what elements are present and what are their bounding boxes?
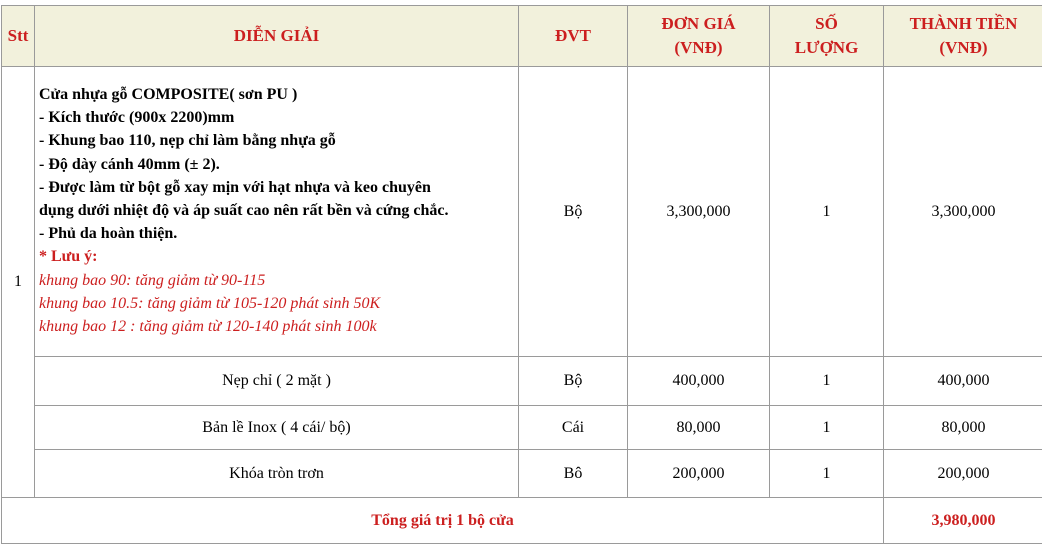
header-unit: ĐVT (519, 6, 628, 67)
desc-line: - Được làm từ bột gỗ xay mịn với hạt nhựa và keo chuyên (39, 178, 431, 196)
table-row (2, 406, 1042, 450)
row-unit: Bô (519, 450, 628, 498)
desc-line: dụng dưới nhiệt độ và áp suất cao nên rất bền và cứng chắc. (39, 202, 449, 220)
main-amount: 3,300,000 (884, 67, 1042, 357)
row-stt: 1 (2, 67, 35, 498)
header-stt: Stt (2, 6, 35, 67)
note-line: khung bao 10.5: tăng giảm từ 105-120 phát sinh 50K (39, 294, 381, 312)
row-description: Khóa tròn trơn (35, 450, 519, 498)
row-description: Nẹp chỉ ( 2 mặt ) (35, 357, 519, 406)
main-unit: Bộ (519, 67, 628, 357)
main-qty: 1 (770, 67, 884, 357)
desc-line: - Phủ da hoàn thiện. (39, 225, 178, 243)
table-row (2, 357, 1042, 406)
row-description: Bản lề Inox ( 4 cái/ bộ) (35, 406, 519, 450)
row-amount: 200,000 (884, 450, 1042, 498)
total-row (2, 498, 1042, 544)
row-price: 400,000 (628, 357, 770, 406)
price-table (1, 5, 1042, 544)
row-unit: Cái (519, 406, 628, 450)
note-line: khung bao 12 : tăng giảm từ 120-140 phát sinh 100k (39, 318, 377, 336)
table-row (2, 450, 1042, 498)
desc-line: - Độ dày cánh 40mm (± 2). (39, 155, 220, 173)
header-description: DIỄN GIẢI (35, 6, 519, 67)
desc-line: Cửa nhựa gỗ COMPOSITE( sơn PU ) (39, 86, 298, 103)
desc-line: - Khung bao 110, nẹp chỉ làm bằng nhựa gỗ (39, 132, 336, 150)
note-title: * Lưu ý: (39, 248, 98, 266)
row-price: 80,000 (628, 406, 770, 450)
row-amount: 400,000 (884, 357, 1042, 406)
table-row-main (2, 67, 1042, 357)
header-quantity: SỐ LƯỢNG (770, 6, 884, 67)
header-row (2, 6, 1042, 67)
total-label: Tổng giá trị 1 bộ cửa (2, 498, 884, 544)
row-qty: 1 (770, 357, 884, 406)
main-price: 3,300,000 (628, 67, 770, 357)
row-qty: 1 (770, 450, 884, 498)
row-amount: 80,000 (884, 406, 1042, 450)
total-value: 3,980,000 (884, 498, 1042, 544)
row-unit: Bộ (519, 357, 628, 406)
header-unit-price: ĐƠN GIÁ (VNĐ) (628, 6, 770, 67)
desc-line: - Kích thước (900x 2200)mm (39, 109, 235, 127)
header-amount: THÀNH TIỀN (VNĐ) (884, 6, 1042, 67)
row-price: 200,000 (628, 450, 770, 498)
row-qty: 1 (770, 406, 884, 450)
main-description (35, 67, 519, 357)
note-line: khung bao 90: tăng giảm từ 90-115 (39, 271, 266, 289)
